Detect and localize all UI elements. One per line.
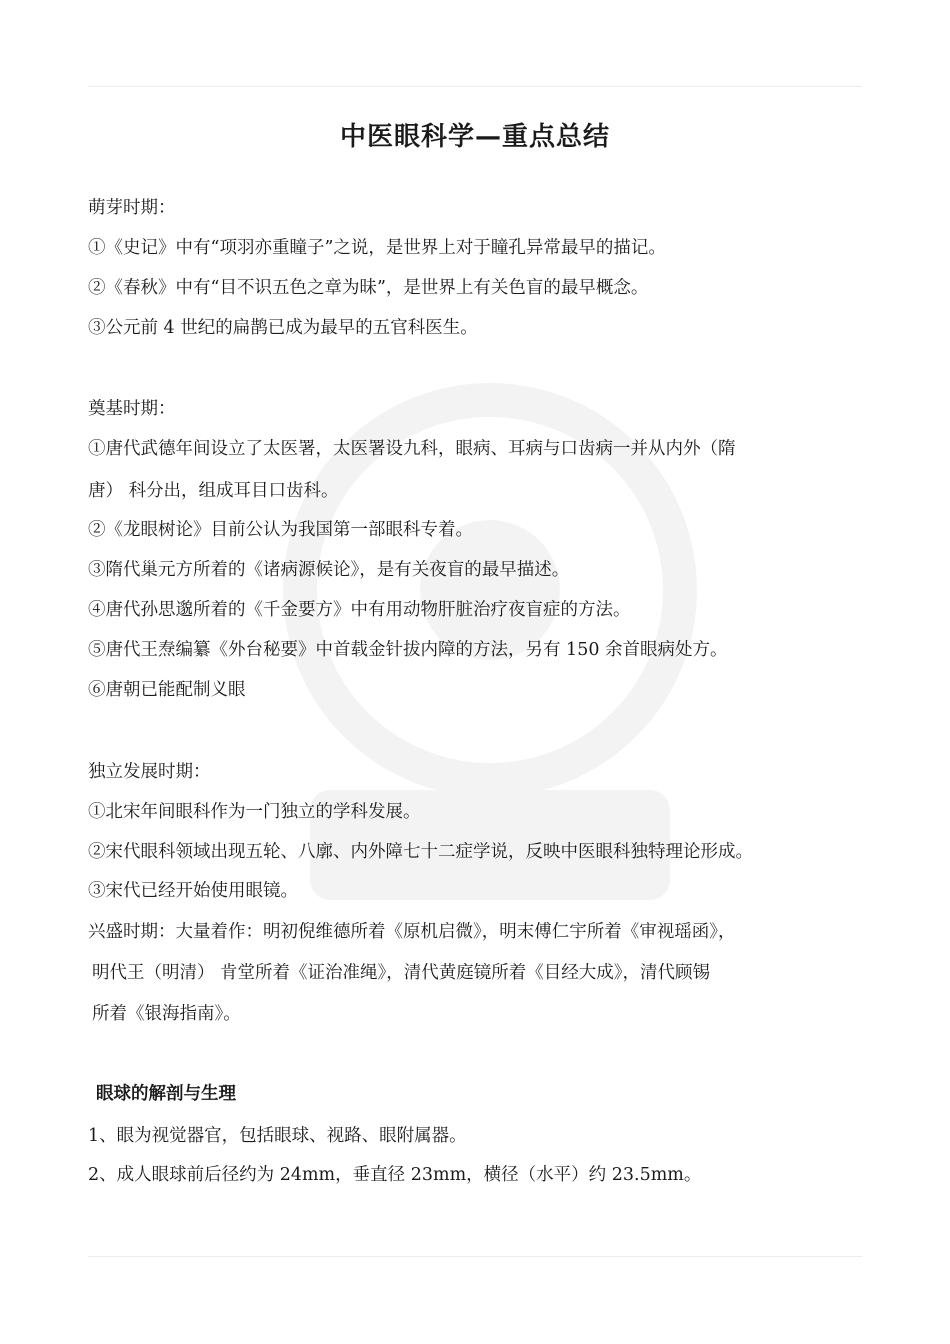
section-heading-germination: 萌芽时期： bbox=[88, 198, 176, 218]
list-item: ③宋代已经开始使用眼镜。 bbox=[88, 881, 298, 901]
list-item: ①唐代武德年间设立了太医署，太医署设九科，眼病、耳病与口齿病一并从内外（隋 bbox=[88, 439, 736, 459]
top-divider bbox=[88, 86, 862, 87]
paragraph-continuation: 所着《银海指南》。 bbox=[92, 1004, 241, 1024]
list-item: ③公元前 4 世纪的扁鹊已成为最早的五官科医生。 bbox=[88, 318, 478, 338]
list-item-continuation: 唐） 科分出，组成耳目口齿科。 bbox=[88, 481, 339, 501]
list-item: 2、成人眼球前后径约为 24mm，垂直径 23mm，横径（水平）约 23.5mm。 bbox=[88, 1165, 702, 1185]
bottom-divider bbox=[88, 1256, 862, 1257]
list-item: ④唐代孙思邈所着的《千金要方》中有用动物肝脏治疗夜盲症的方法。 bbox=[88, 600, 631, 620]
list-item: ②宋代眼科领域出现五轮、八廓、内外障七十二症学说，反映中医眼科独特理论形成。 bbox=[88, 842, 753, 862]
list-item: ②《春秋》中有“目不识五色之章为昧”，是世界上有关色盲的最早概念。 bbox=[88, 278, 649, 298]
list-item: 1、眼为视觉器官，包括眼球、视路、眼附属器。 bbox=[88, 1126, 467, 1146]
list-item: ②《龙眼树论》目前公认为我国第一部眼科专着。 bbox=[88, 520, 473, 540]
list-item: ①《史记》中有“项羽亦重瞳子”之说，是世界上对于瞳孔异常最早的描记。 bbox=[88, 238, 666, 258]
list-item: ①北宋年间眼科作为一门独立的学科发展。 bbox=[88, 802, 421, 822]
paragraph-prosperity: 兴盛时期：大量着作：明初倪维德所着《原机启微》，明末傅仁宇所着《审视瑶函》， bbox=[88, 922, 736, 942]
section-heading-foundation: 奠基时期： bbox=[88, 399, 176, 419]
list-item: ③隋代巢元方所着的《诸病源候论》，是有关夜盲的最早描述。 bbox=[88, 560, 570, 580]
section-heading-anatomy: 眼球的解剖与生理 bbox=[96, 1084, 236, 1104]
section-heading-independent: 独立发展时期： bbox=[88, 762, 211, 782]
paragraph-continuation: 明代王（明清） 肯堂所着《证治准绳》，清代黄庭镜所着《目经大成》，清代顾锡 bbox=[92, 963, 711, 983]
list-item: ⑥唐朝已能配制义眼 bbox=[88, 680, 246, 700]
document-title: 中医眼科学—重点总结 bbox=[339, 122, 610, 152]
list-item: ⑤唐代王焘编纂《外台秘要》中首载金针拔内障的方法，另有 150 余首眼病处方。 bbox=[88, 640, 728, 660]
